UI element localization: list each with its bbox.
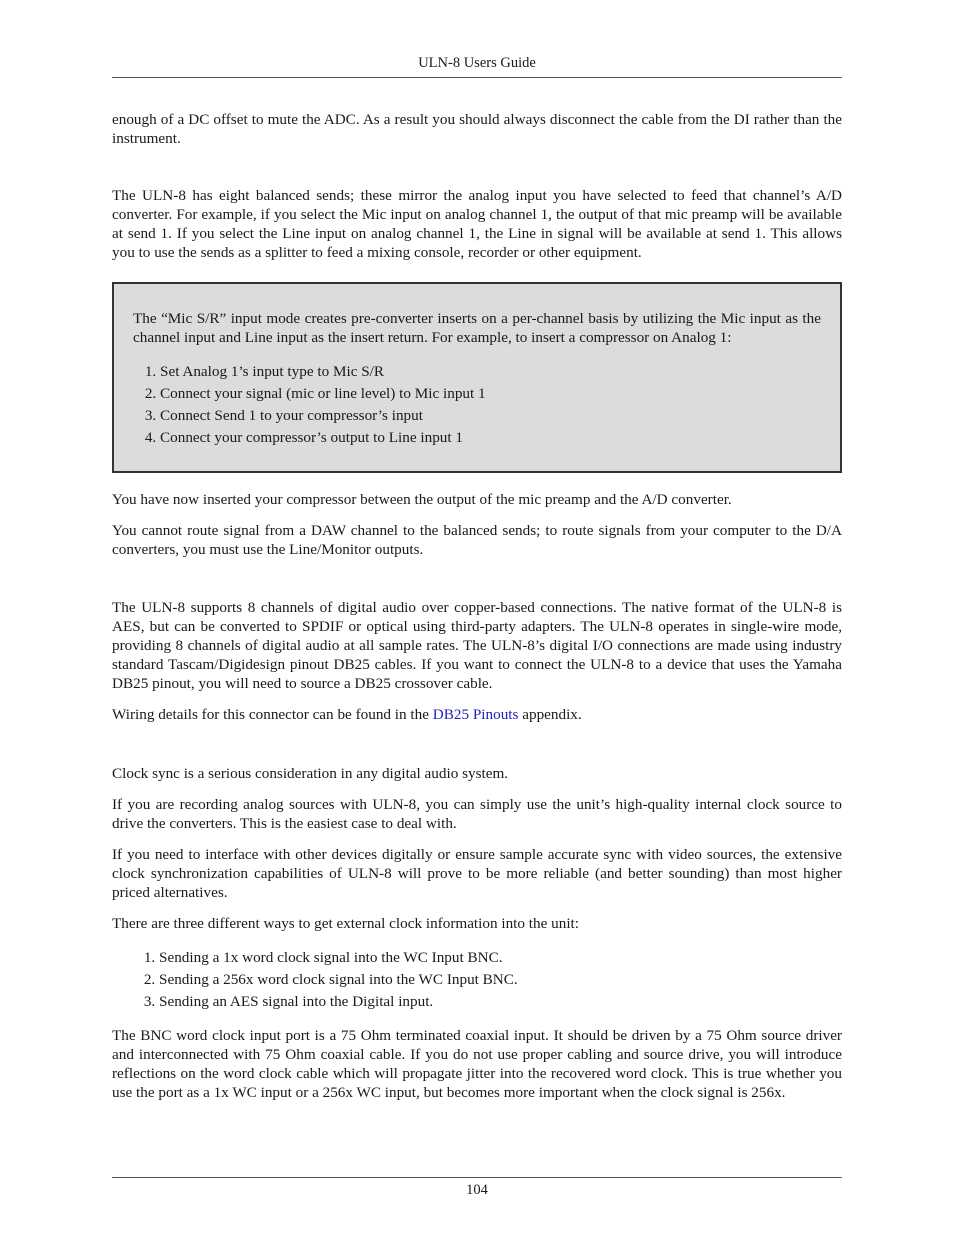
wiring-text-after: appendix.	[518, 706, 582, 723]
list-item: 2. Sending a 256x word clock signal into the WC Input BNC.	[159, 970, 842, 989]
list-item: 4. Connect your compressor’s output to Line input 1	[160, 428, 821, 447]
list-item: 2. Connect your signal (mic or line level) to Mic input 1	[160, 384, 821, 403]
paragraph-inserted-compressor: You have now inserted your compressor between the output of the mic preamp and the A/D converter.	[112, 491, 732, 508]
page-number: 104	[466, 1182, 488, 1198]
paragraph-internal-clock: If you are recording analog sources with ULN-8, you can simply use the unit’s high-quality internal clock source to drive the converters. This is the easiest case to deal with.	[112, 796, 842, 832]
paragraph-daw-routing: You cannot route signal from a DAW channel to the balanced sends; to route signals from your computer to the D/A converters, you must use the Line/Monitor outputs.	[112, 522, 842, 558]
page-content	[112, 110, 842, 1102]
note-text: The “Mic S/R” input mode creates pre-converter inserts on a per-channel basis by utilizing the Mic input as the channel input and Line input as the insert return. For example, to insert a compressor on Analog 1:	[133, 310, 821, 346]
footer-rule	[112, 1177, 842, 1178]
paragraph-balanced-sends: The ULN-8 has eight balanced sends; these mirror the analog input you have selected to feed that channel’s A/D converter. For example, if you select the Mic input on analog channel 1, the output of that mic preamp will be available at send 1. If you select the Line input on analog channel 1, the Line in signal will be available at send 1. This allows you to use the sends as a splitter to feed a mixing console, recorder or other equipment.	[112, 187, 842, 261]
paragraph-dc-offset: enough of a DC offset to mute the ADC. As a result you should always disconnect the cable from the DI rather than the instrument.	[112, 111, 842, 147]
header-rule	[112, 77, 842, 78]
paragraph-bnc-word-clock: The BNC word clock input port is a 75 Ohm terminated coaxial input. It should be driven by a 75 Ohm source driver and interconnected with 75 Ohm coaxial cable. If you do not use proper cabling and source drive, you will introduce reflections on the word clock cable which will propagate jitter into the recovered word clock. This is true whether you use the port as a 1x WC input or a 256x WC input, but becomes more important when the clock signal is 256x.	[112, 1027, 842, 1101]
paragraph-digital-audio: The ULN-8 supports 8 channels of digital audio over copper-based connections. The native format of the ULN-8 is AES, but can be converted to SPDIF or optical using third-party adapters. The ULN-8 operates in single-wire mode, providing 8 channels of digital audio at all sample rates. The ULN-8’s digital I/O connections are made using industry standard Tascam/Digidesign pinout DB25 cables. If you want to connect the ULN-8 to a device that uses the Yamaha DB25 pinout, you will need to source a DB25 crossover cable.	[112, 599, 842, 692]
page-header: ULN-8 Users Guide	[418, 55, 536, 71]
list-item: 1. Sending a 1x word clock signal into the WC Input BNC.	[159, 948, 842, 967]
list-item: 3. Connect Send 1 to your compressor’s input	[160, 406, 821, 425]
list-item: 3. Sending an AES signal into the Digital input.	[159, 992, 842, 1011]
paragraph-wiring-details	[112, 705, 842, 724]
db25-pinouts-link[interactable]: DB25 Pinouts	[432, 706, 519, 723]
paragraph-external-clock-intro: There are three different ways to get external clock information into the unit:	[112, 915, 579, 932]
insert-steps-list	[133, 362, 821, 447]
paragraph-clock-capabilities: If you need to interface with other devices digitally or ensure sample accurate sync with video sources, the extensive clock synchronization capabilities of ULN-8 will prove to be more reliable (and better sounding) than most higher priced alternatives.	[112, 846, 842, 901]
wiring-text-before: Wiring details for this connector can be found in the	[112, 706, 433, 723]
paragraph-clock-sync: Clock sync is a serious consideration in any digital audio system.	[112, 765, 509, 782]
list-item: 1. Set Analog 1’s input type to Mic S/R	[160, 362, 821, 381]
note-box	[112, 282, 842, 473]
clock-methods-list	[112, 948, 842, 1011]
